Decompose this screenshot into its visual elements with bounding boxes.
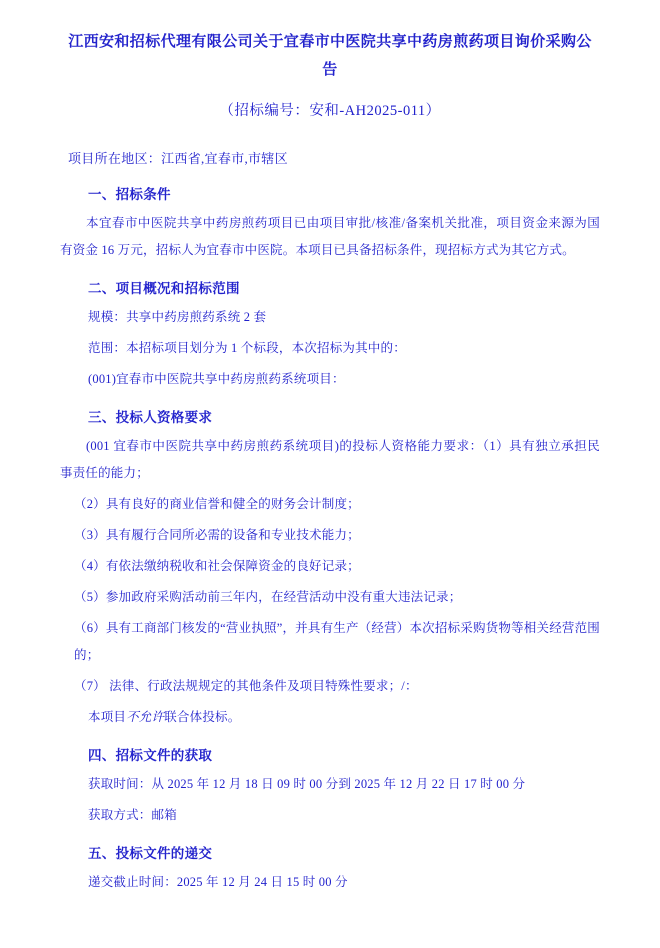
section-5-paragraph-1: 递交截止时间：2025 年 12 月 24 日 15 时 00 分 <box>88 875 348 889</box>
section-heading-1: 一、招标条件 <box>88 187 171 202</box>
section-2-paragraph-2: 范围：本招标项目划分为 1 个标段，本次招标为其中的： <box>88 341 406 355</box>
document-body <box>60 148 600 896</box>
section-3-paragraph-3: （3）具有履行合同所必需的设备和专业技术能力； <box>74 528 360 542</box>
page-title: 江西安和招标代理有限公司关于宜春市中医院共享中药房煎药项目询价采购公告 <box>68 33 592 78</box>
section-3-footnote <box>88 704 600 731</box>
section-1-paragraph-1: 本宜春市中医院共享中药房煎药项目已由项目审批/核准/备案机关批准，项目资金来源为国有资金 16 万元，招标人为宜春市中医院。本项目已具备招标条件，现招标方式为其它方式。 <box>60 216 600 257</box>
section-heading-3: 三、投标人资格要求 <box>88 410 213 425</box>
footnote-emphasis: 不允许 <box>126 710 165 724</box>
section-2-paragraph-3: (001)宜春市中医院共享中药房煎药系统项目： <box>88 372 345 386</box>
section-4-paragraph-2: 获取方式：邮箱 <box>88 808 177 822</box>
section-heading-4: 四、招标文件的获取 <box>88 748 213 763</box>
section-4-paragraph-1: 获取时间：从 2025 年 12 月 18 日 09 时 00 分到 2025 年 12 月 22 日 17 时 00 分 <box>88 777 526 791</box>
section-heading-5: 五、投标文件的递交 <box>88 846 213 861</box>
footnote-suffix: 联合体投标。 <box>164 710 241 724</box>
footnote-prefix: 本项目 <box>88 710 127 724</box>
section-3-paragraph-1: (001 宜春市中医院共享中药房煎药系统项目)的投标人资格能力要求：（1）具有独立承担民事责任的能力； <box>60 439 600 480</box>
section-heading-2: 二、项目概况和招标范围 <box>88 281 240 296</box>
section-2-paragraph-1: 规模：共享中药房煎药系统 2 套 <box>88 310 267 324</box>
section-3-paragraph-7: （7） 法律、行政法规规定的其他条件及项目特殊性要求；/： <box>74 679 418 693</box>
section-3-paragraph-2: （2）具有良好的商业信誉和健全的财务会计制度； <box>74 497 360 511</box>
section-3-paragraph-5: （5）参加政府采购活动前三年内，在经营活动中没有重大违法记录； <box>74 590 462 604</box>
project-location: 项目所在地区：江西省,宜春市,市辖区 <box>68 151 288 166</box>
section-3-paragraph-6: （6）具有工商部门核发的“营业执照”，并具有生产（经营）本次招标采购货物等相关经营范围的； <box>74 621 600 662</box>
tender-number: （招标编号：安和-AH2025-011） <box>219 103 441 119</box>
section-3-paragraph-4: （4）有依法缴纳税收和社会保障资金的良好记录； <box>74 559 360 573</box>
